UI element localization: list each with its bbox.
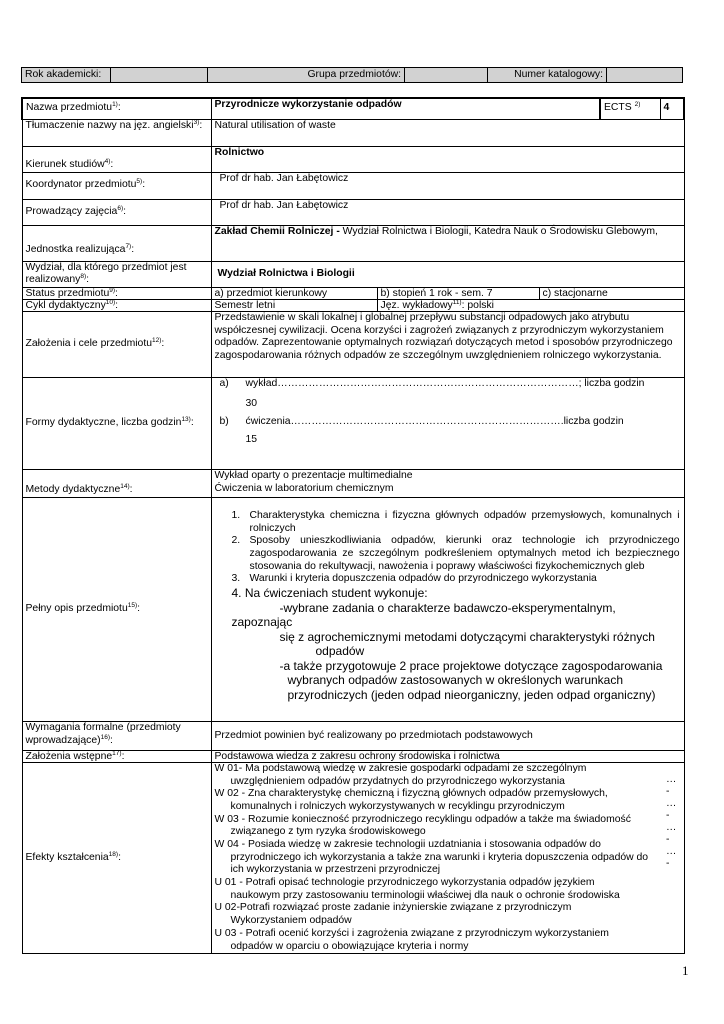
row-cycle: [22, 299, 684, 311]
desc-item-1: 1. Charakterystyka chemiczna i fizyczna głównych odpadów przemysłowych, komunalnych i rolniczych: [231, 509, 680, 534]
outcome-item: U 02-Potrafi rozwiązać proste zadanie inżynierskie związane z przyrodniczym: [214, 902, 572, 914]
label-methods: Metody dydaktyczne$^{14)}$:: [22, 469, 211, 497]
teacher-value: Prof dr hab. Jan Łabętowicz: [211, 199, 684, 225]
side-mark: -: [666, 809, 670, 821]
row-methods: [22, 469, 684, 497]
coordinator-value: Prof dr hab. Jan Łabętowicz: [211, 172, 684, 199]
outcome-item-continuation: naukowym przy zastosowaniu terminologii właściwej dla nauk o ochronie środowiska: [230, 889, 620, 901]
year-field[interactable]: [111, 68, 208, 83]
outcome-item: W 03 - Rozumie konieczność przyrodniczego recyklingu odpadów a także ma świadomość: [214, 813, 631, 825]
prereq-value: Podstawowa wiedza z zakresu ochrony środowiska i rolnictwa: [211, 750, 684, 762]
row-coordinator: [22, 172, 684, 199]
methods-value: Wykład oparty o prezentacje multimedialne Ćwiczenia w laboratorium chemicznym: [211, 469, 684, 497]
outcomes-side-marks: [660, 762, 684, 953]
status-a: a) przedmiot kierunkowy: [211, 287, 377, 299]
side-mark: …: [666, 821, 677, 833]
row-aims: [22, 311, 684, 377]
page-number: 1: [682, 963, 689, 978]
side-mark: …: [666, 773, 677, 785]
outcome-item: W 01- Ma podstawową wiedzę w zakresie gospodarki odpadami ze szczególnym: [214, 762, 587, 774]
row-faculty: [22, 261, 684, 287]
row-translation: [22, 119, 684, 146]
side-mark: -: [666, 833, 670, 845]
faculty-value: Wydział Rolnictwa i Biologii: [211, 261, 684, 287]
course-form-table: [21, 97, 685, 954]
row-unit: [22, 225, 684, 261]
forms-value: a) wykład……………………………………………………………………………; liczba godzin 30 b) ćwiczenia…………………………………………………………………….liczba godzin 15: [211, 377, 684, 469]
label-requirements: Wymagania formalne (przedmioty wprowadzające)$^{16)}$:: [22, 721, 211, 750]
catalog-label: Numer katalogowy:: [488, 68, 607, 83]
catalog-field[interactable]: [607, 68, 683, 83]
ects-value: 4: [660, 98, 684, 119]
outcome-item-continuation: przyrodniczego ich wykorzystania a także zna warunki i kryteria dopuszczenia odpadów do ich wykorzystania w przestrzeni przyrodniczej: [230, 851, 649, 876]
label-status: Status przedmiotu$^{9)}$:: [22, 287, 211, 299]
outcome-item: U 03 - Potrafi ocenić korzyści i zagrożenia związane z przyrodniczym wykorzystaniem: [214, 927, 609, 939]
label-coordinator: Koordynator przedmiotu$^{5)}$:: [22, 172, 211, 199]
side-mark: …: [666, 797, 677, 809]
label-name: Nazwa przedmiotu$^{1)}$:: [22, 98, 211, 119]
row-prereq: [22, 750, 684, 762]
row-description: [22, 497, 684, 721]
desc-item-3: 3. Warunki i kryteria dopuszczenia odpadów do przyrodniczego wykorzystania: [231, 573, 597, 585]
row-forms: [22, 377, 684, 469]
translation-value: Natural utilisation of waste: [211, 119, 684, 146]
label-description: Pełny opis przedmiotu$^{15)}$:: [22, 497, 211, 721]
side-mark: -: [666, 785, 670, 797]
requirements-value: Przedmiot powinien być realizowany po przedmiotach podstawowych: [211, 721, 684, 750]
outcome-item-continuation: uwzględnieniem odpadów przydatnych do przyrodniczego wykorzystania: [230, 775, 565, 787]
row-outcomes: [22, 762, 684, 953]
outcome-item-continuation: odpadów w oparciu o obowiązujące kryteria i normy: [230, 940, 469, 952]
outcomes-list: [211, 762, 660, 953]
outcome-item-continuation: związanego z tym ryzyka środowiskowego: [230, 826, 426, 838]
aims-value: Przedstawienie w skali lokalnej i globalnej przepływu substancji odpadowych jako atrybutu współczesnej cywilizacji. Ocena korzyści i zagrożeń związanych z przyrodniczym wykorzystaniem odpadów. Zaprezentowanie optymalnych rozwiązań dotyczących metod i sposobów przyrodniczego zagospodarowania różnych odpadów ze szczególnym uwzględnieniem rolniczego wykorzystania.: [211, 311, 684, 377]
label-unit: Jednostka realizująca$^{7)}$:: [22, 225, 211, 261]
row-status: [22, 287, 684, 299]
desc-item-2: 2. Sposoby unieszkodliwiania odpadów, kierunki oraz technologie ich przyrodniczego zagospodarowania ze szczególnym podkreśleniem optymalnych metod ich bezpiecznego stosowania do rekultywacji, nawożenia i poprawy właściwości fizykochemicznych gleb: [231, 535, 680, 572]
side-mark: -: [666, 857, 670, 869]
outcome-item-continuation: Wykorzystaniem odpadów: [230, 915, 352, 927]
label-translation: Tłumaczenie nazwy na jęz. angielski$^{3)}$:: [22, 119, 211, 146]
unit-value: Zakład Chemii Rolniczej - Wydział Rolnictwa i Biologii, Katedra Nauk o Środowisku Glebowym,: [211, 225, 684, 261]
label-prereq: Założenia wstępne$^{17)}$:: [22, 750, 211, 762]
header-table: [21, 67, 683, 83]
label-faculty: Wydział, dla którego przedmiot jest realizowany$^{8)}$:: [22, 261, 211, 287]
group-field[interactable]: [405, 68, 488, 83]
outcome-item: W 02 - Zna charakterystykę chemiczną i fizyczną głównych odpadów przemysłowych,: [214, 788, 608, 800]
outcome-item: W 04 - Posiada wiedzę w zakresie technologii uzdatniania i stosowania odpadów do: [214, 839, 601, 850]
row-name: [22, 98, 684, 119]
year-label: Rok akademicki:: [22, 68, 111, 83]
ects-label: ECTS $^{2)}$: [600, 98, 660, 119]
language-value: Jęz. wykładowy$^{11)}$: polski: [377, 299, 684, 311]
direction-value: Rolnictwo: [211, 146, 684, 172]
side-mark: …: [666, 845, 677, 857]
label-direction: Kierunek studiów$^{4)}$:: [22, 146, 211, 172]
status-c: c) stacjonarne: [539, 287, 684, 299]
outcome-item: U 01 - Potrafi opisać technologie przyrodniczego wykorzystania odpadów językiem: [214, 877, 595, 889]
group-label: Grupa przedmiotów:: [208, 68, 405, 83]
label-aims: Założenia i cele przedmiotu$^{12)}$:: [22, 311, 211, 377]
label-outcomes: Efekty kształcenia$^{18)}$:: [22, 762, 211, 953]
row-direction: [22, 146, 684, 172]
row-teacher: [22, 199, 684, 225]
status-b: b) stopień 1 rok - sem. 7: [377, 287, 539, 299]
desc-item-4: 4. Na ćwiczeniach student wykonuje: -wybrane zadania o charakterze badawczo-eksperymentalnym, zapoznając się z agrochemicznymi metodami dotyczącymi charakterystyki różnych odpadów -a także przygotowuje 2 prace projektowe dotyczące zagospodarowania wybranych odpadów zastosowanych w określonych warunkach przyrodniczych (jeden odpad nieorganiczny, jeden odpad organiczny): [231, 586, 663, 702]
description-value: [211, 497, 684, 721]
cycle-value: Semestr letni: [211, 299, 377, 311]
label-cycle: Cykl dydaktyczny$^{10)}$:: [22, 299, 211, 311]
label-forms: Formy dydaktyczne, liczba godzin$^{13)}$:: [22, 377, 211, 469]
course-name: Przyrodnicze wykorzystanie odpadów: [211, 98, 600, 119]
outcome-item-continuation: komunalnych i rolniczych wykorzystywanych w recyklingu przyrodniczym: [230, 800, 565, 812]
label-teacher: Prowadzący zajęcia$^{6)}$:: [22, 199, 211, 225]
row-requirements: [22, 721, 684, 750]
